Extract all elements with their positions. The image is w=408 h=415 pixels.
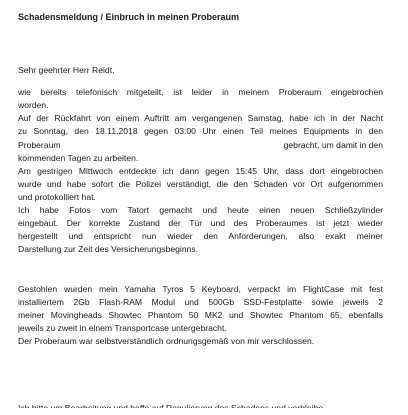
paragraph-line: hergestellt und entspricht nun wieder den Anforderungen, also exakt meiner bbox=[18, 231, 383, 241]
paragraph-line: meiner Movingheads Showtec Phantom 50 MK2 und Showtec Phantom 65, ebenfalls bbox=[18, 310, 383, 320]
paragraph-line: Der Proberaum war selbstverständlich ordnungsgemäß von mir verschlossen. bbox=[18, 336, 315, 346]
paragraph-line-left: Proberaum bbox=[18, 140, 61, 150]
paragraph-line: Darstellung zur Zeit des Versicherungsbeginns. bbox=[18, 244, 199, 254]
paragraph-line: worden. bbox=[18, 100, 49, 110]
letter-subject: Schadensmeldung / Einbruch in meinen Proberaum bbox=[18, 12, 240, 22]
paragraph-line: und protokolliert hat. bbox=[18, 192, 96, 202]
paragraph-line: Gestohlen wurden mein Yamaha Tyros 5 Keyboard, verpackt im FlightCase mit fest bbox=[18, 284, 383, 294]
paragraph-line: installiertem 2Gb Flash-RAM Modul und 500Gb SSD-Festplatte sowie jeweils 2 bbox=[18, 297, 383, 307]
paragraph-line: zu Sonntag, den 18.11.2018 gegen 03:00 Uhr einen Teil meines Equipments in den bbox=[18, 126, 383, 136]
paragraph-line: jeweils zu zweit in einem Transportcase untergebracht. bbox=[18, 323, 227, 333]
page-crop-edge bbox=[0, 408, 408, 414]
paragraph-line: wurde und habe sofort die Polizei verständigt, die den Schaden vor Ort aufgenommen bbox=[18, 179, 383, 189]
letter-salutation: Sehr geehrter Herr Reidt, bbox=[18, 65, 115, 75]
paragraph-line: kommenden Tagen zu arbeiten. bbox=[18, 153, 139, 163]
paragraph-line-right: gebracht, um damit in den bbox=[283, 140, 383, 150]
paragraph-line-split bbox=[18, 139, 383, 152]
paragraph-line: Auf der Rückfahrt von einem Auftritt am vergangenen Samstag, habe ich in der Nacht bbox=[18, 113, 383, 123]
paragraph-line: wie bereits telefonisch mitgeteilt, ist leider in meinem Proberaum eingebrochen bbox=[18, 87, 383, 97]
paragraph-line: Ich habe Fotos vom Tatort gemacht und heute einen neuen Schließzylinder bbox=[18, 205, 383, 215]
paragraph-line: Am gestrigen Mittwoch entdeckte ich dann gegen 15:45 Uhr, dass dort eingebrochen bbox=[18, 166, 383, 176]
paragraph-line: eingebaut. Der korrekte Zustand der Tür und des Proberaumes ist jetzt wieder bbox=[18, 218, 383, 228]
